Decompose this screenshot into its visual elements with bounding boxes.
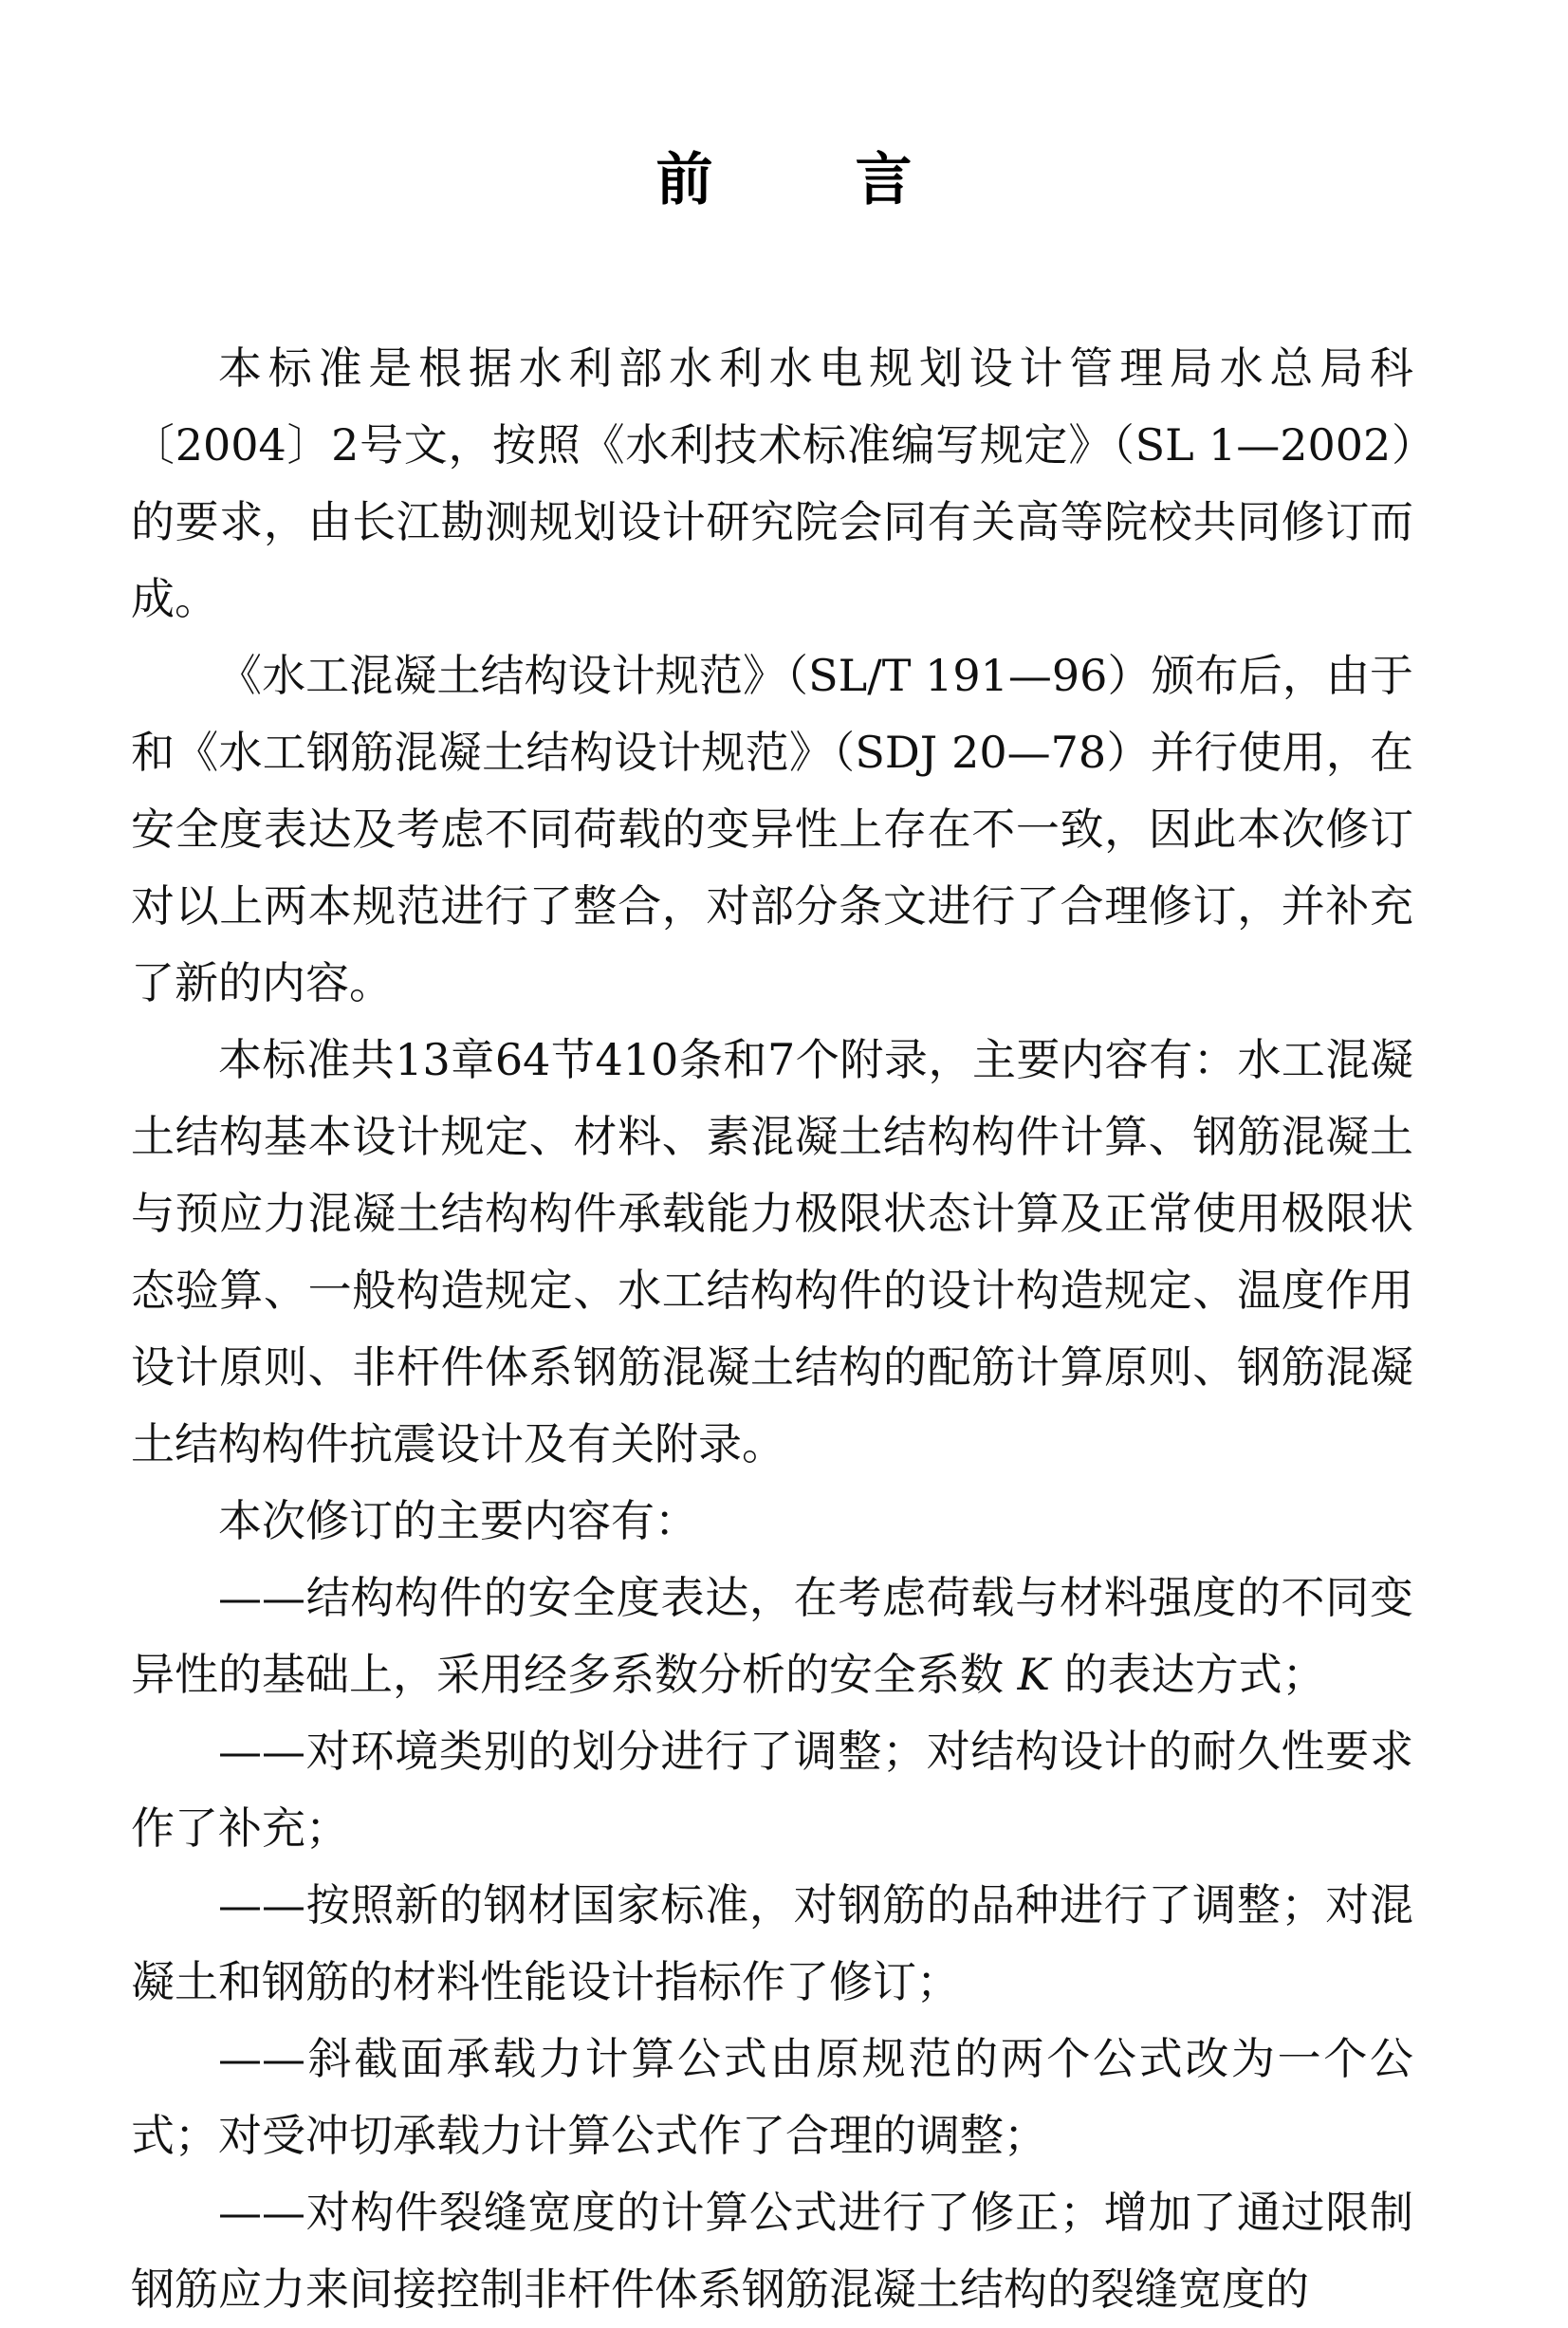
- paragraph-5: [131, 1560, 1413, 1713]
- safety-factor-symbol: K: [1017, 1649, 1050, 1700]
- paragraph-4: 本次修订的主要内容有：: [218, 1495, 698, 1546]
- paragraph-6: ——对环境类别的划分进行了调整；对结构设计的耐久性要求作了补充；: [131, 1726, 1413, 1854]
- body-text: [131, 330, 1413, 2328]
- paragraph-5-text-b: 的表达方式；: [1063, 1649, 1326, 1700]
- paragraph-7: ——按照新的钢材国家标准，对钢筋的品种进行了调整；对混凝土和钢筋的材料性能设计指标作了修订；: [131, 1879, 1413, 2007]
- paragraph-9: ——对构件裂缝宽度的计算公式进行了修正；增加了通过限制钢筋应力来间接控制非杆件体系钢筋混凝土结构的裂缝宽度的: [131, 2187, 1413, 2315]
- paragraph-3: 本标准共13章64节410条和7个附录，主要内容有：水工混凝土结构基本设计规定、材料、素混凝土结构构件计算、钢筋混凝土与预应力混凝土结构构件承载能力极限状态计算及正常使用极限状态验算、一般构造规定、水工结构构件的设计构造规定、温度作用设计原则、非杆件体系钢筋混凝土结构的配筋计算原则、钢筋混凝土结构构件抗震设计及有关附录。: [131, 1034, 1413, 1469]
- paragraph-2: 《水工混凝土结构设计规范》（SL/T 191—96）颁布后，由于和《水工钢筋混凝土结构设计规范》（SDJ 20—78）并行使用，在安全度表达及考虑不同荷载的变异性上存在不一致，因此本次修订对以上两本规范进行了整合，对部分条文进行了合理修订，并补充了新的内容。: [131, 650, 1413, 1008]
- paragraph-5-text-a: ——结构构件的安全度表达，在考虑荷载与材料强度的不同变异性的基础上，采用经多系数分析的安全系数: [131, 1572, 1413, 1700]
- paragraph-8: ——斜截面承载力计算公式由原规范的两个公式改为一个公式；对受冲切承载力计算公式作了合理的调整；: [131, 2033, 1413, 2161]
- page-title: 前言: [655, 147, 1055, 213]
- paragraph-1: 本标准是根据水利部水利水电规划设计管理局水总局科〔2004〕2号文，按照《水利技术标准编写规定》（SL 1—2002）的要求，由长江勘测规划设计研究院会同有关高等院校共同修订而成。: [131, 342, 1413, 624]
